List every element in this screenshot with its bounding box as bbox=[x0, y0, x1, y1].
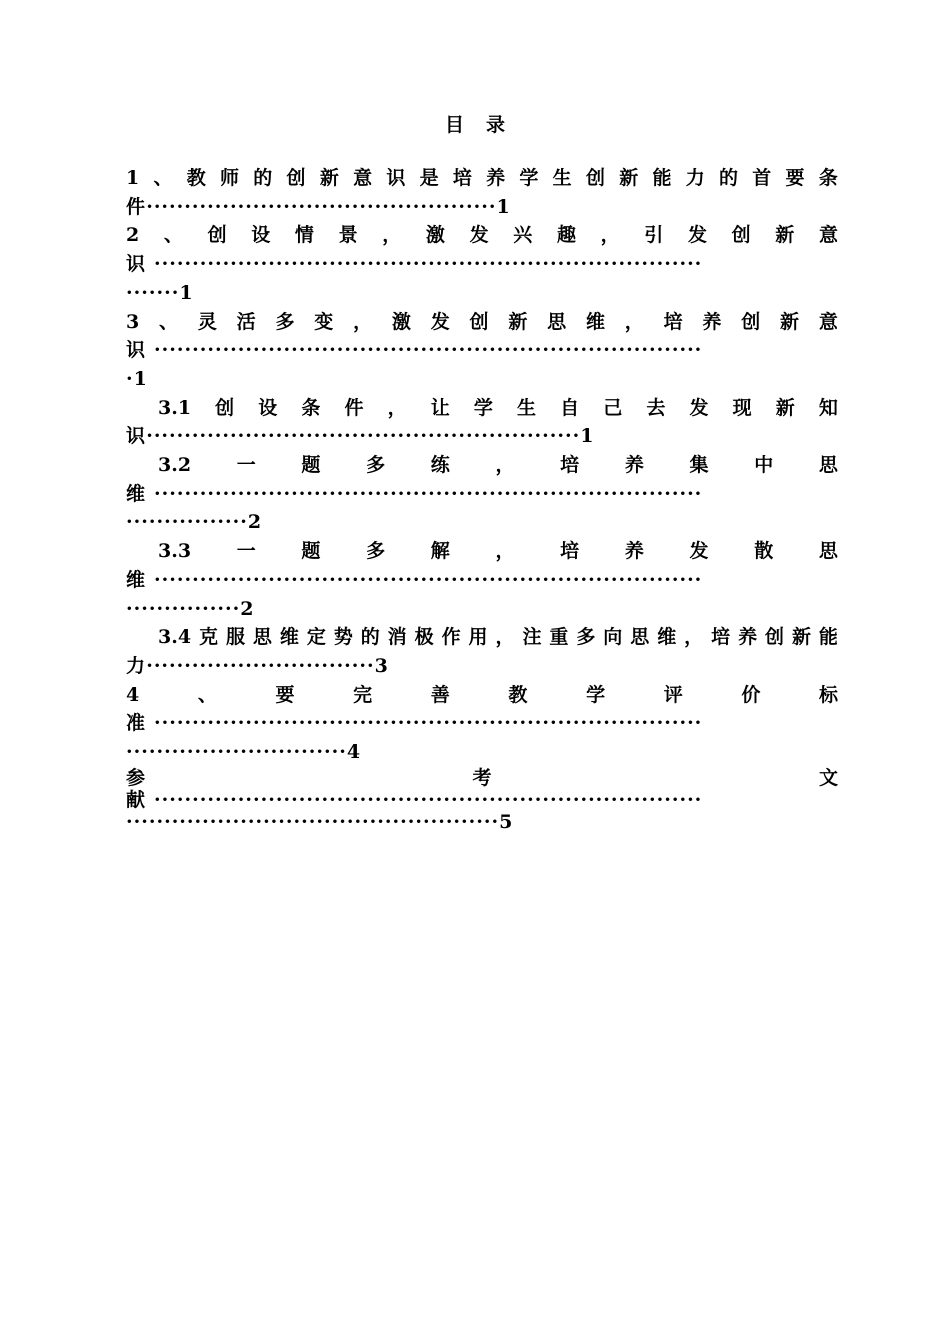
heading-char: 评 bbox=[663, 683, 683, 706]
heading-char: 养 bbox=[738, 626, 758, 649]
toc-entry-1[interactable] bbox=[126, 164, 838, 221]
heading-char: 参 bbox=[126, 766, 146, 789]
heading-char: 维 bbox=[657, 626, 677, 649]
heading-char: 作 bbox=[441, 626, 461, 649]
leader-line bbox=[126, 508, 838, 537]
heading-char: 发 bbox=[430, 310, 450, 333]
heading-char: 3.2 bbox=[158, 454, 192, 477]
dot-leader: ········································································ bbox=[154, 712, 703, 735]
dot-leader: ········································································ bbox=[154, 482, 703, 505]
heading-char: 献 bbox=[126, 788, 147, 811]
leader-line bbox=[126, 365, 838, 394]
heading-char: 思 bbox=[818, 540, 838, 563]
heading-char: 定 bbox=[306, 626, 326, 649]
heading-char: 要 bbox=[785, 167, 805, 189]
heading-char: 新 bbox=[508, 310, 528, 333]
heading-char: 创 bbox=[731, 224, 751, 247]
heading-char: 师 bbox=[220, 167, 240, 189]
toc-title: 目录 bbox=[444, 114, 527, 136]
heading-char: 教 bbox=[508, 683, 528, 706]
heading-char: 维 bbox=[126, 482, 147, 505]
heading-char: 维 bbox=[279, 626, 299, 649]
heading-char: 、 bbox=[159, 310, 179, 333]
heading-char: 引 bbox=[644, 224, 664, 247]
toc-entry-heading bbox=[126, 623, 838, 652]
heading-char: ， bbox=[495, 540, 515, 563]
heading-char: 激 bbox=[391, 310, 411, 333]
heading-char: 发 bbox=[689, 540, 709, 563]
heading-char: 价 bbox=[741, 683, 761, 706]
heading-char: 新 bbox=[619, 167, 639, 189]
heading-char: 善 bbox=[430, 683, 450, 706]
heading-char: 重 bbox=[549, 626, 569, 649]
page-number: 5 bbox=[499, 810, 514, 833]
heading-char: 培 bbox=[560, 454, 580, 477]
heading-char: 意 bbox=[818, 224, 838, 247]
heading-char: 变 bbox=[314, 310, 334, 333]
heading-char: ， bbox=[353, 310, 373, 333]
heading-char: 生 bbox=[552, 167, 572, 189]
heading-char: 中 bbox=[754, 454, 774, 477]
heading-char: 思 bbox=[818, 454, 838, 477]
toc-entry-heading bbox=[126, 681, 838, 710]
heading-char: 养 bbox=[486, 167, 506, 189]
heading-char: 新 bbox=[775, 396, 795, 419]
leader-line bbox=[126, 480, 838, 509]
heading-char: 练 bbox=[430, 454, 450, 477]
heading-char: 创 bbox=[585, 167, 605, 189]
heading-char: ， bbox=[382, 224, 402, 247]
dot-leader: ········································································ bbox=[154, 568, 703, 591]
heading-char: 的 bbox=[253, 167, 273, 189]
heading-char: 4 bbox=[126, 683, 140, 706]
heading-char: 、 bbox=[197, 683, 217, 706]
leader-line bbox=[126, 193, 838, 222]
heading-char: 学 bbox=[473, 396, 493, 419]
leader-line bbox=[126, 250, 838, 279]
heading-char: 新 bbox=[775, 224, 795, 247]
heading-char: 识 bbox=[386, 167, 406, 189]
toc-entry-heading bbox=[126, 537, 838, 566]
heading-char: 解 bbox=[430, 540, 450, 563]
toc-entry-references[interactable] bbox=[126, 767, 838, 833]
heading-char: 景 bbox=[338, 224, 358, 247]
heading-char: 思 bbox=[547, 310, 567, 333]
dot-leader: ······························ bbox=[146, 654, 375, 677]
heading-char: 件 bbox=[344, 396, 364, 419]
heading-char: 注 bbox=[522, 626, 542, 649]
heading-char: 1 bbox=[126, 167, 140, 189]
heading-char: 创 bbox=[215, 396, 235, 419]
heading-char: 要 bbox=[275, 683, 295, 706]
heading-char: 能 bbox=[818, 626, 838, 649]
heading-char: 一 bbox=[236, 540, 256, 563]
heading-char: 条 bbox=[818, 167, 838, 189]
leader-line bbox=[126, 336, 838, 365]
heading-char: 消 bbox=[387, 626, 407, 649]
heading-char: 多 bbox=[366, 540, 386, 563]
toc-entry-heading bbox=[126, 767, 838, 789]
heading-char: 势 bbox=[333, 626, 353, 649]
dot-leader: ················ bbox=[126, 511, 248, 534]
heading-char: 件 bbox=[126, 195, 147, 218]
heading-char: ， bbox=[600, 224, 620, 247]
heading-char: ， bbox=[495, 454, 515, 477]
heading-char: 思 bbox=[630, 626, 650, 649]
toc-entry-heading bbox=[126, 164, 838, 193]
heading-char: 极 bbox=[414, 626, 434, 649]
page-number: 1 bbox=[133, 367, 149, 390]
dot-leader: ········································································ bbox=[154, 339, 703, 362]
heading-char: 创 bbox=[741, 310, 761, 333]
heading-char: 标 bbox=[818, 683, 838, 706]
page-number: 1 bbox=[580, 425, 595, 448]
heading-char: 发 bbox=[687, 224, 707, 247]
heading-char: 创 bbox=[469, 310, 489, 333]
toc-entry-3-1[interactable] bbox=[126, 394, 838, 451]
heading-char: 趣 bbox=[556, 224, 576, 247]
heading-char: 识 bbox=[126, 425, 147, 448]
heading-char: 、 bbox=[153, 167, 173, 189]
toc-entry-3-4[interactable] bbox=[126, 623, 838, 680]
heading-char: 养 bbox=[624, 540, 644, 563]
heading-char: 发 bbox=[689, 396, 709, 419]
heading-char: 首 bbox=[752, 167, 772, 189]
heading-char: 文 bbox=[818, 766, 838, 789]
heading-char: ， bbox=[387, 396, 407, 419]
dot-leader: ·············································· bbox=[146, 195, 497, 218]
heading-char: 多 bbox=[366, 454, 386, 477]
heading-char: 培 bbox=[560, 540, 580, 563]
heading-char: 新 bbox=[780, 310, 800, 333]
heading-char: 多 bbox=[576, 626, 596, 649]
heading-char: 准 bbox=[126, 712, 147, 735]
toc-entry-heading bbox=[126, 221, 838, 250]
heading-char: 知 bbox=[818, 396, 838, 419]
toc-entry-3[interactable] bbox=[126, 308, 838, 394]
dot-leader: ················································· bbox=[126, 810, 500, 833]
heading-char: 意 bbox=[818, 310, 838, 333]
leader-line bbox=[126, 652, 838, 681]
heading-char: 一 bbox=[236, 454, 256, 477]
heading-char: 3.1 bbox=[158, 396, 192, 419]
heading-char: 自 bbox=[560, 396, 580, 419]
heading-char: 培 bbox=[663, 310, 683, 333]
heading-char: 力 bbox=[685, 167, 705, 189]
page-number: 2 bbox=[240, 597, 255, 620]
heading-char: 力 bbox=[126, 654, 147, 677]
heading-char: 的 bbox=[360, 626, 380, 649]
heading-char: 能 bbox=[652, 167, 672, 189]
toc-entry-3-3[interactable] bbox=[126, 537, 838, 623]
heading-char: 创 bbox=[286, 167, 306, 189]
heading-char: 现 bbox=[732, 396, 752, 419]
heading-char: 、 bbox=[163, 224, 183, 247]
heading-char: 3.4 bbox=[158, 626, 192, 649]
heading-char: 考 bbox=[472, 766, 492, 789]
heading-char: 服 bbox=[225, 626, 245, 649]
toc-entry-heading bbox=[126, 451, 838, 480]
heading-char: 发 bbox=[469, 224, 489, 247]
heading-char: 向 bbox=[603, 626, 623, 649]
dot-leader: ····························· bbox=[126, 741, 347, 764]
heading-char: 养 bbox=[702, 310, 722, 333]
page-number: 1 bbox=[496, 195, 511, 218]
heading-char: 兴 bbox=[513, 224, 533, 247]
heading-char: 克 bbox=[199, 626, 219, 649]
heading-char: 散 bbox=[754, 540, 774, 563]
heading-char: ， bbox=[684, 626, 704, 649]
leader-line bbox=[126, 738, 838, 767]
heading-char: 识 bbox=[126, 339, 147, 362]
dot-leader: ········································································ bbox=[154, 788, 703, 811]
leader-line bbox=[126, 811, 838, 833]
heading-char: 条 bbox=[301, 396, 321, 419]
toc-entry-4[interactable] bbox=[126, 681, 838, 767]
heading-char: 新 bbox=[791, 626, 811, 649]
page-number: 1 bbox=[179, 281, 194, 304]
page-number: 2 bbox=[247, 511, 263, 534]
heading-char: ， bbox=[495, 626, 515, 649]
heading-char: 去 bbox=[646, 396, 666, 419]
heading-char: 的 bbox=[719, 167, 739, 189]
toc-entry-3-2[interactable] bbox=[126, 451, 838, 537]
leader-line bbox=[126, 566, 838, 595]
heading-char: 教 bbox=[186, 167, 206, 189]
leader-line bbox=[126, 279, 838, 308]
heading-char: 活 bbox=[236, 310, 256, 333]
heading-char: 维 bbox=[126, 568, 147, 591]
heading-char: 设 bbox=[258, 396, 278, 419]
heading-char: 维 bbox=[585, 310, 605, 333]
page-number: 4 bbox=[346, 741, 362, 764]
heading-char: 多 bbox=[275, 310, 295, 333]
heading-char: 是 bbox=[419, 167, 439, 189]
heading-char: 题 bbox=[301, 454, 321, 477]
toc-entry-heading bbox=[126, 394, 838, 423]
leader-line bbox=[126, 595, 838, 624]
table-of-contents bbox=[126, 164, 838, 833]
heading-char: 题 bbox=[301, 540, 321, 563]
heading-char: ， bbox=[624, 310, 644, 333]
dot-leader: ························································· bbox=[146, 425, 581, 448]
heading-char: 让 bbox=[430, 396, 450, 419]
dot-leader: · bbox=[126, 367, 134, 390]
toc-entry-heading bbox=[126, 308, 838, 337]
heading-char: 学 bbox=[586, 683, 606, 706]
heading-char: 3.3 bbox=[158, 540, 192, 563]
heading-char: 新 bbox=[319, 167, 339, 189]
heading-char: 激 bbox=[425, 224, 445, 247]
heading-char: 己 bbox=[603, 396, 623, 419]
heading-char: 培 bbox=[711, 626, 731, 649]
dot-leader: ········································································ bbox=[154, 253, 703, 276]
heading-char: 养 bbox=[624, 454, 644, 477]
heading-char: 情 bbox=[294, 224, 314, 247]
heading-char: 用 bbox=[468, 626, 488, 649]
page-number: 3 bbox=[374, 654, 390, 677]
heading-char: 设 bbox=[251, 224, 271, 247]
heading-char: 灵 bbox=[197, 310, 217, 333]
leader-line bbox=[126, 709, 838, 738]
heading-char: 创 bbox=[207, 224, 227, 247]
heading-char: 生 bbox=[517, 396, 537, 419]
heading-char: 思 bbox=[252, 626, 272, 649]
leader-line bbox=[126, 422, 838, 451]
dot-leader: ··············· bbox=[126, 597, 241, 620]
heading-char: 集 bbox=[689, 454, 709, 477]
dot-leader: ······· bbox=[126, 281, 180, 304]
heading-char: 2 bbox=[126, 224, 140, 247]
heading-char: 识 bbox=[126, 253, 147, 276]
heading-char: 完 bbox=[353, 683, 373, 706]
leader-line bbox=[126, 789, 838, 811]
toc-entry-2[interactable] bbox=[126, 221, 838, 307]
heading-char: 学 bbox=[519, 167, 539, 189]
heading-char: 培 bbox=[452, 167, 472, 189]
heading-char: 3 bbox=[126, 310, 140, 333]
heading-char: 创 bbox=[765, 626, 785, 649]
heading-char: 意 bbox=[353, 167, 373, 189]
